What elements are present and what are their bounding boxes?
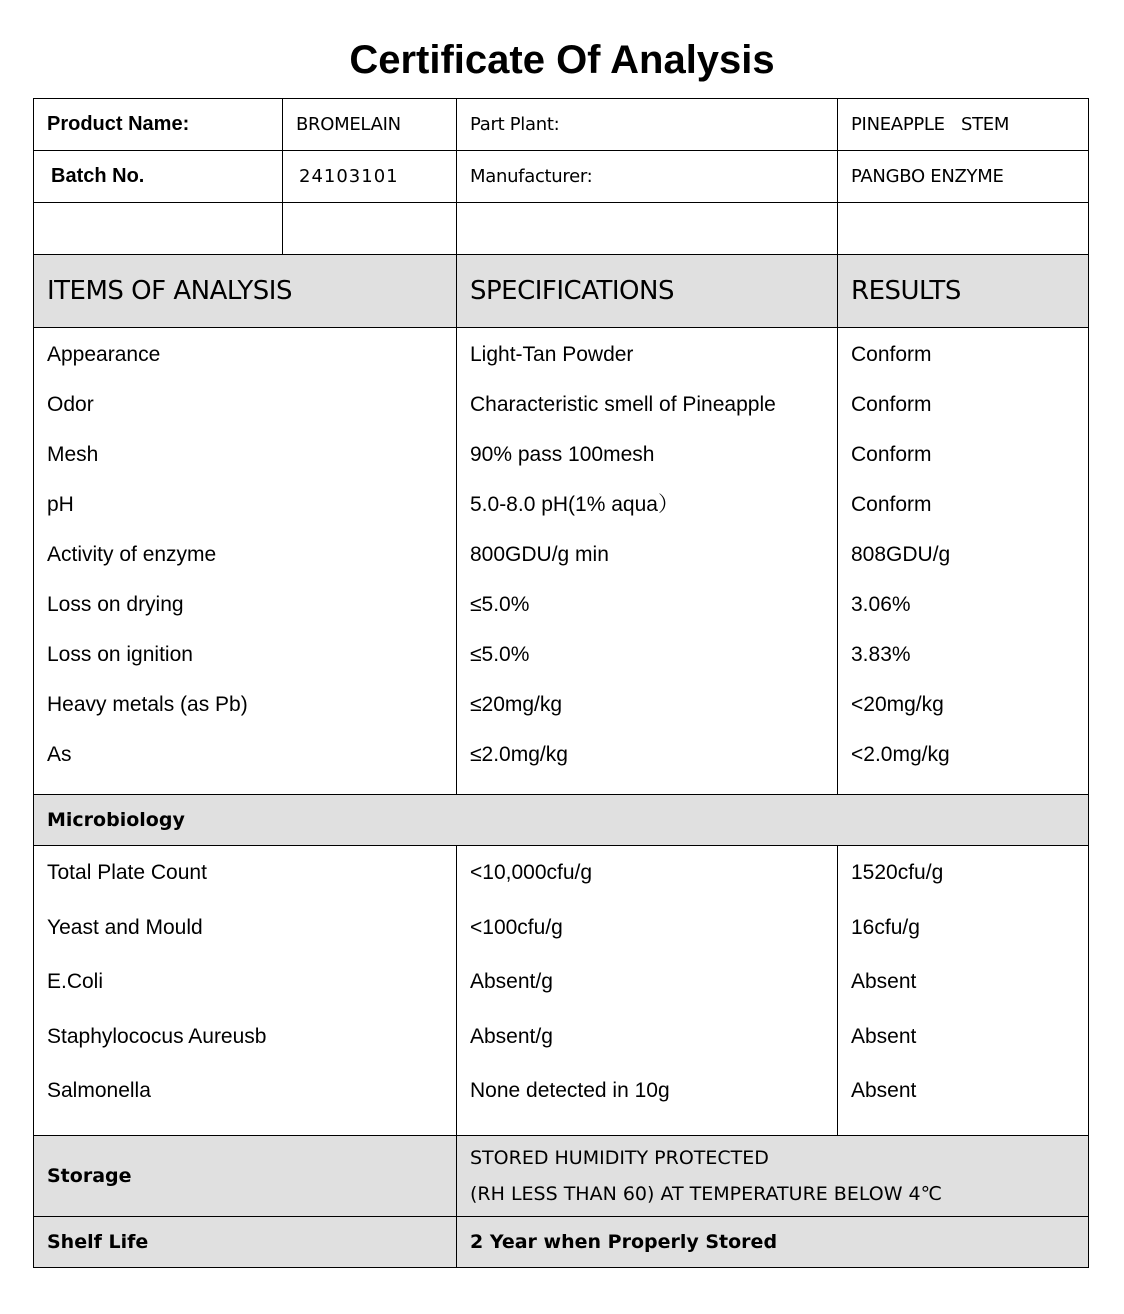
shelf-life-row (34, 1216, 1089, 1267)
analysis-result: Conform (851, 343, 932, 366)
micro-spec: <10,000cfu/g (470, 861, 593, 884)
coa-table (33, 98, 1089, 1268)
analysis-result: <20mg/kg (851, 693, 944, 716)
micro-spec: <100cfu/g (470, 915, 563, 939)
document-title: Certificate Of Analysis (349, 38, 775, 82)
analysis-result: 808GDU/g (851, 543, 951, 566)
product-name-value: BROMELAIN (283, 99, 457, 151)
analysis-spec: ≤2.0mg/kg (470, 743, 568, 766)
shelf-life-label: Shelf Life (34, 1216, 457, 1267)
analysis-result: 3.83% (851, 643, 911, 666)
analysis-spec: 90% pass 100mesh (470, 443, 655, 466)
micro-items-column (34, 846, 457, 1136)
analysis-item: Odor (47, 393, 94, 416)
header-specifications: SPECIFICATIONS (457, 255, 838, 328)
micro-spec: Absent/g (470, 1024, 553, 1048)
storage-row (34, 1135, 1089, 1216)
micro-item: Total Plate Count (47, 861, 207, 884)
specs-column (457, 328, 838, 795)
micro-item: Staphylococus Aureusb (47, 1024, 267, 1048)
analysis-item: Loss on drying (47, 593, 184, 616)
analysis-spec: ≤5.0% (470, 643, 530, 666)
analysis-item: Mesh (47, 443, 99, 466)
part-plant-value: PINEAPPLE STEM (838, 99, 1089, 151)
micro-result: Absent (851, 970, 917, 993)
product-name-label: Product Name: (34, 99, 283, 151)
storage-line-2: (RH LESS THAN 60) AT TEMPERATURE BELOW 4℃ (470, 1182, 942, 1205)
empty-cell (283, 203, 457, 255)
storage-value (457, 1135, 1089, 1216)
header-results: RESULTS (838, 255, 1089, 328)
analysis-result: 3.06% (851, 593, 911, 616)
microbiology-header-row (34, 795, 1089, 846)
micro-results-column (838, 846, 1089, 1136)
micro-result: 16cfu/g (851, 915, 920, 939)
storage-line-1: STORED HUMIDITY PROTECTED (470, 1146, 769, 1169)
analysis-item: Loss on ignition (47, 643, 193, 666)
empty-cell (838, 203, 1089, 255)
meta-row-empty (34, 203, 1089, 255)
analysis-item: pH (47, 493, 74, 516)
micro-item: Yeast and Mould (47, 915, 203, 939)
header-items: ITEMS OF ANALYSIS (34, 255, 457, 328)
part-plant-label: Part Plant: (457, 99, 838, 151)
analysis-item: Activity of enzyme (47, 543, 217, 566)
batch-label: Batch No. (34, 151, 283, 203)
micro-spec: Absent/g (470, 970, 553, 993)
meta-row-product (34, 99, 1089, 151)
analysis-header-row (34, 255, 1089, 328)
analysis-spec: 800GDU/g min (470, 543, 609, 566)
micro-item: E.Coli (47, 970, 104, 993)
micro-spec: None detected in 10g (470, 1079, 670, 1102)
manufacturer-value: PANGBO ENZYME (838, 151, 1089, 203)
analysis-result: <2.0mg/kg (851, 743, 950, 766)
analysis-item: Appearance (47, 343, 161, 366)
empty-cell (34, 203, 283, 255)
storage-label: Storage (34, 1135, 457, 1216)
micro-result: 1520cfu/g (851, 861, 944, 884)
analysis-spec: ≤20mg/kg (470, 693, 563, 716)
micro-result: Absent (851, 1024, 917, 1048)
empty-cell (457, 203, 838, 255)
micro-item: Salmonella (47, 1079, 151, 1102)
analysis-spec: Light-Tan Powder (470, 343, 634, 366)
analysis-item: Heavy metals (as Pb) (47, 693, 248, 716)
manufacturer-label: Manufacturer: (457, 151, 838, 203)
shelf-life-value: 2 Year when Properly Stored (457, 1216, 1089, 1267)
microbiology-rows (34, 846, 1089, 1136)
analysis-rows (34, 328, 1089, 795)
microbiology-label: Microbiology (34, 795, 1089, 846)
items-column (34, 328, 457, 795)
analysis-result: Conform (851, 393, 932, 416)
batch-value: 24103101 (283, 151, 457, 203)
analysis-item: As (47, 743, 72, 766)
analysis-spec: ≤5.0% (470, 593, 530, 616)
meta-row-batch (34, 151, 1089, 203)
analysis-result: Conform (851, 443, 932, 466)
analysis-result: Conform (851, 493, 932, 516)
results-column (838, 328, 1089, 795)
micro-result: Absent (851, 1079, 917, 1102)
analysis-spec: Characteristic smell of Pineapple (470, 393, 776, 416)
analysis-spec: 5.0-8.0 pH(1% aqua） (470, 493, 679, 516)
micro-specs-column (457, 846, 838, 1136)
